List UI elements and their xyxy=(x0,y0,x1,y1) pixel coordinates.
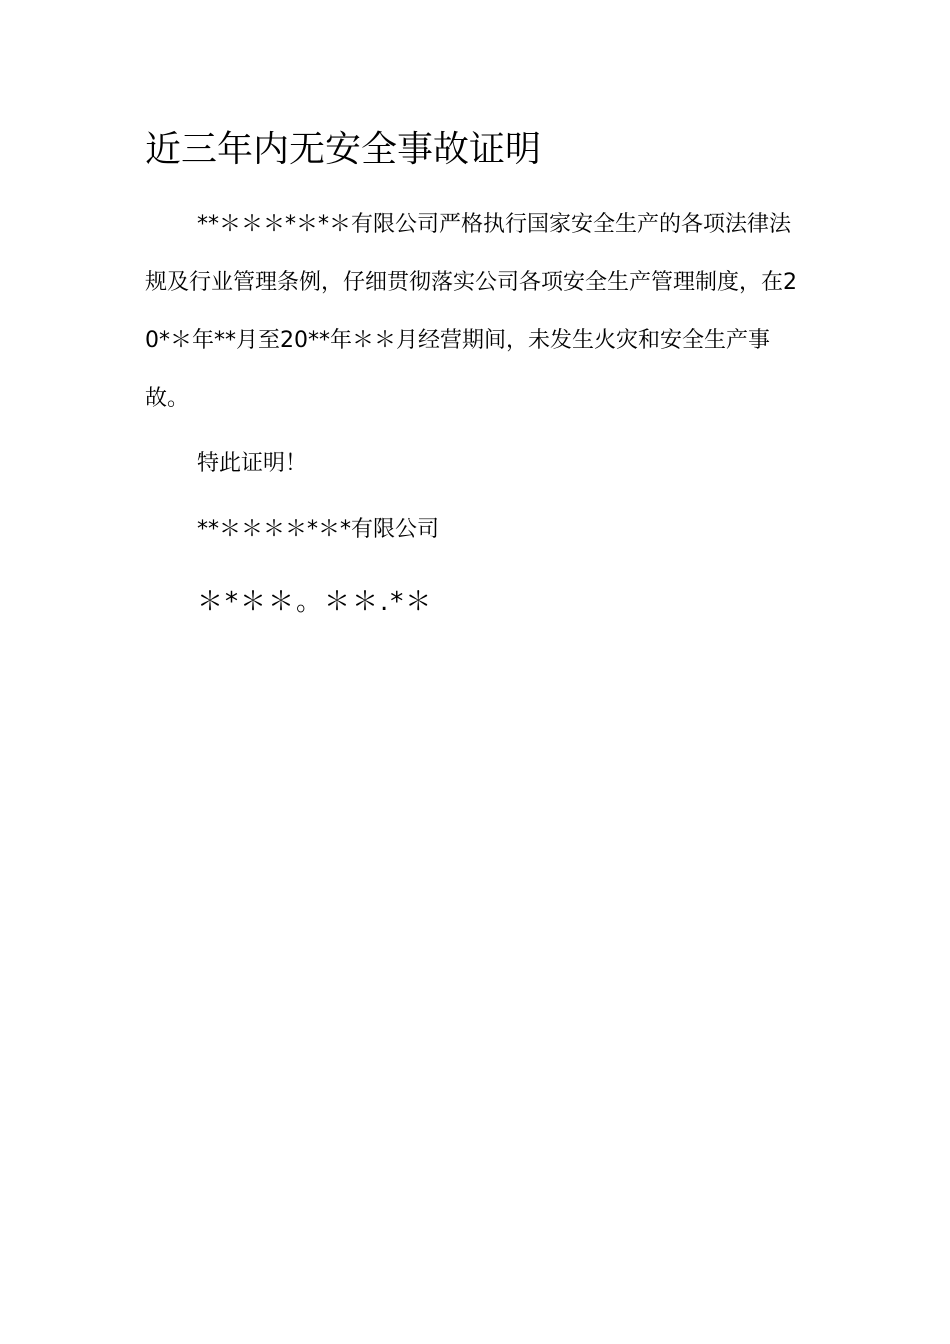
body-paragraph: **＊＊＊*＊*＊有限公司严格执行国家安全生产的各项法律法规及行业管理条例，仔细贯彻落实公司各项安全生产管理制度，在20*＊年**月至20**年＊＊月经营期间，未发生火灾和安全生产事故。 xyxy=(145,212,797,411)
document-title: 近三年内无安全事故证明 xyxy=(145,129,542,170)
signature-date: ＊*＊＊。＊＊.*＊ xyxy=(197,587,434,617)
closing-statement: 特此证明！ xyxy=(197,451,308,476)
company-signature: **＊＊＊＊*＊*有限公司 xyxy=(197,517,440,542)
